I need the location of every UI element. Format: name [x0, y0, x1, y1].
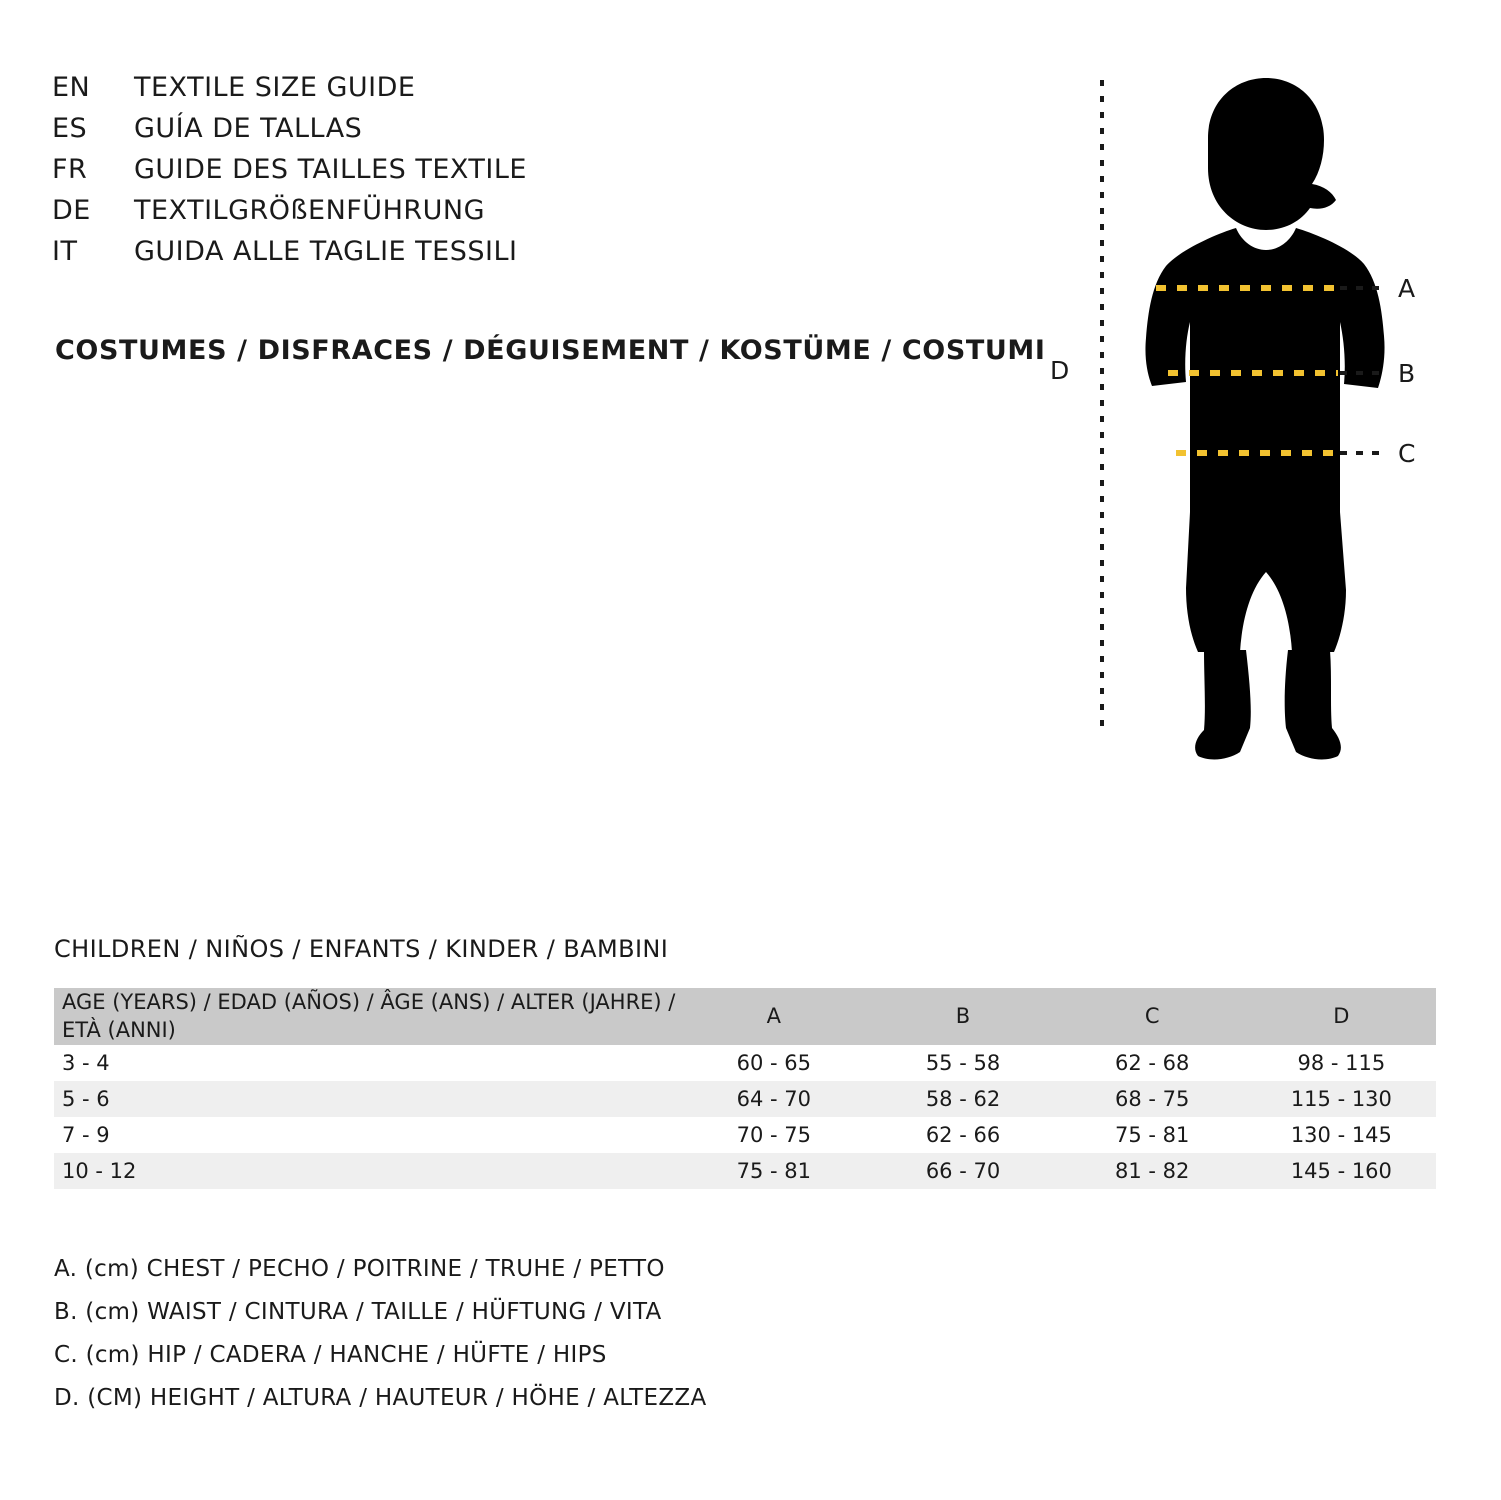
table-body [54, 1045, 1436, 1189]
language-row [52, 154, 1032, 195]
cell-d: 115 - 130 [1290, 1086, 1392, 1111]
measurement-legend [54, 1248, 954, 1420]
legend-line-d: D. (CM) HEIGHT / ALTURA / HAUTEUR / HÖHE / ALTEZZA [54, 1385, 707, 1411]
cell-d: 130 - 145 [1290, 1122, 1392, 1147]
cell-b: 62 - 66 [925, 1122, 1001, 1147]
cell-c: 62 - 68 [1114, 1050, 1190, 1075]
language-text: GUIDA ALLE TAGLIE TESSILI [134, 236, 518, 267]
cell-age: 5 - 6 [62, 1086, 110, 1111]
cell-b: 66 - 70 [925, 1158, 1001, 1183]
silhouette-shape [1145, 78, 1384, 759]
table-row [54, 1153, 1436, 1189]
cell-b: 55 - 58 [925, 1050, 1001, 1075]
column-header-d: D [1333, 1004, 1350, 1029]
cell-b: 58 - 62 [925, 1086, 1001, 1111]
table-title: CHILDREN / NIÑOS / ENFANTS / KINDER / BAMBINI [54, 935, 669, 963]
costumes-heading: COSTUMES / DISFRACES / DÉGUISEMENT / KOSTÜME / COSTUMI [55, 335, 1046, 366]
child-silhouette-icon [1040, 60, 1460, 760]
table-header-row [54, 988, 1436, 1045]
marker-label-c: C [1398, 439, 1416, 468]
marker-label-b: B [1398, 359, 1416, 388]
legend-line-a: A. (cm) CHEST / PECHO / POITRINE / TRUHE / PETTO [54, 1256, 665, 1282]
size-figure [1040, 60, 1460, 760]
column-header-b: B [955, 1004, 971, 1029]
cell-a: 75 - 81 [736, 1158, 812, 1183]
table-row [54, 1045, 1436, 1081]
cell-d: 98 - 115 [1297, 1050, 1386, 1075]
table-row [54, 1081, 1436, 1117]
language-code: ES [52, 113, 88, 144]
language-row [52, 72, 1032, 113]
column-header-c: C [1144, 1004, 1160, 1029]
cell-a: 60 - 65 [736, 1050, 812, 1075]
language-code: FR [52, 154, 88, 185]
cell-c: 68 - 75 [1114, 1086, 1190, 1111]
language-text: GUÍA DE TALLAS [134, 113, 363, 144]
cell-age: 3 - 4 [62, 1050, 110, 1075]
language-text: TEXTILGRÖßENFÜHRUNG [134, 195, 486, 226]
legend-line-b: B. (cm) WAIST / CINTURA / TAILLE / HÜFTUNG / VITA [54, 1299, 662, 1325]
language-code: DE [52, 195, 91, 226]
size-table [54, 988, 1436, 1189]
table-header [54, 988, 1436, 1045]
legend-line-c: C. (cm) HIP / CADERA / HANCHE / HÜFTE / HIPS [54, 1342, 607, 1368]
language-text: GUIDE DES TAILLES TEXTILE [134, 154, 527, 185]
table-row [54, 1117, 1436, 1153]
cell-a: 70 - 75 [736, 1122, 812, 1147]
column-header-age: AGE (YEARS) / EDAD (AÑOS) / ÂGE (ANS) / ALTER (JAHRE) / ETÀ (ANNI) [62, 990, 676, 1043]
cell-c: 75 - 81 [1114, 1122, 1190, 1147]
language-row [52, 195, 1032, 236]
language-list [52, 72, 1032, 277]
cell-d: 145 - 160 [1290, 1158, 1392, 1183]
language-text: TEXTILE SIZE GUIDE [134, 72, 416, 103]
marker-label-a: A [1398, 274, 1416, 303]
language-row [52, 113, 1032, 154]
cell-c: 81 - 82 [1114, 1158, 1190, 1183]
column-header-a: A [766, 1004, 782, 1029]
marker-label-d: D [1050, 356, 1070, 385]
language-row [52, 236, 1032, 277]
cell-age: 7 - 9 [62, 1122, 110, 1147]
cell-age: 10 - 12 [62, 1158, 137, 1183]
cell-a: 64 - 70 [736, 1086, 812, 1111]
language-code: IT [52, 236, 78, 267]
language-code: EN [52, 72, 91, 103]
